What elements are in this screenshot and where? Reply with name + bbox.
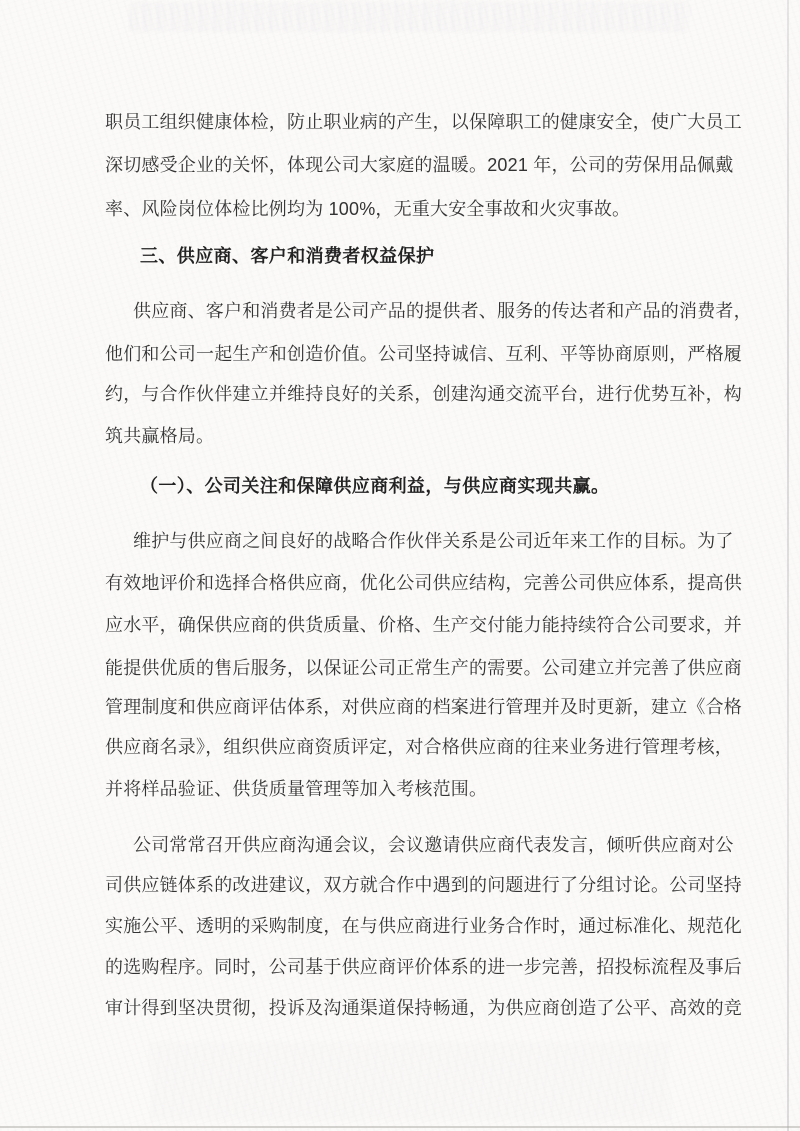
text-line: 维护与供应商之间良好的战略合作伙伴关系是公司近年来工作的目标。为了 <box>133 531 734 551</box>
section-heading-3: 三、供应商、客户和消费者权益保护 <box>140 246 435 266</box>
text-line: 管理制度和供应商评估体系，对供应商的档案进行管理并及时更新，建立《合格 <box>105 697 742 717</box>
text-line: 供应商、客户和消费者是公司产品的提供者、服务的传达者和产品的消费者， <box>133 301 752 321</box>
subsection-heading-1: （一）、公司关注和保障供应商利益，与供应商实现共赢。 <box>140 476 610 496</box>
text-line: 的选购程序。同时，公司基于供应商评价体系的进一步完善，招投标流程及事后 <box>105 957 742 977</box>
text-line: 他们和公司一起生产和创造价值。公司坚持诚信、互利、平等协商原则，严格履 <box>105 344 742 364</box>
text-line: 审计得到坚决贯彻，投诉及沟通渠道保持畅通，为供应商创造了公平、高效的竞 <box>105 998 742 1018</box>
text-line: 约，与合作伙伴建立并维持良好的关系，创建沟通交流平台，进行优势互补，构 <box>105 384 742 404</box>
text-line: 职员工组织健康体检，防止职业病的产生，以保障职工的健康安全，使广大员工 <box>105 112 742 132</box>
text-line: 公司常常召开供应商沟通会议，会议邀请供应商代表发言，倾听供应商对公 <box>133 835 734 855</box>
scan-bleedthrough-artifact-top <box>130 2 690 32</box>
scan-edge-line-vertical <box>787 0 789 1131</box>
text-line: 率、风险岗位体检比例均为 100%，无重大安全事故和火灾事故。 <box>105 199 631 219</box>
scan-noise-artifact-bottom <box>150 1042 670 1120</box>
text-line: 供应商名录》，组织供应商资质评定，对合格供应商的往来业务进行管理考核， <box>105 737 733 757</box>
text-line: 深切感受企业的关怀，体现公司大家庭的温暖。2021 年，公司的劳保用品佩戴 <box>105 155 734 175</box>
text-line: 筑共赢格局。 <box>105 426 215 446</box>
text-line: 有效地评价和选择合格供应商，优化公司供应结构，完善公司供应体系，提高供 <box>105 573 742 593</box>
text-line: 司供应链体系的改进建议，双方就合作中遇到的问题进行了分组讨论。公司坚持 <box>105 875 742 895</box>
scan-edge-line-bottom <box>0 1126 800 1128</box>
text-line: 能提供优质的售后服务，以保证公司正常生产的需要。公司建立并完善了供应商 <box>105 658 742 678</box>
text-line: 应水平，确保供应商的供货质量、价格、生产交付能力能持续符合公司要求，并 <box>105 615 742 635</box>
text-line: 并将样品验证、供货质量管理等加入考核范围。 <box>105 779 488 799</box>
text-line: 实施公平、透明的采购制度，在与供应商进行业务合作时，通过标准化、规范化 <box>105 916 742 936</box>
